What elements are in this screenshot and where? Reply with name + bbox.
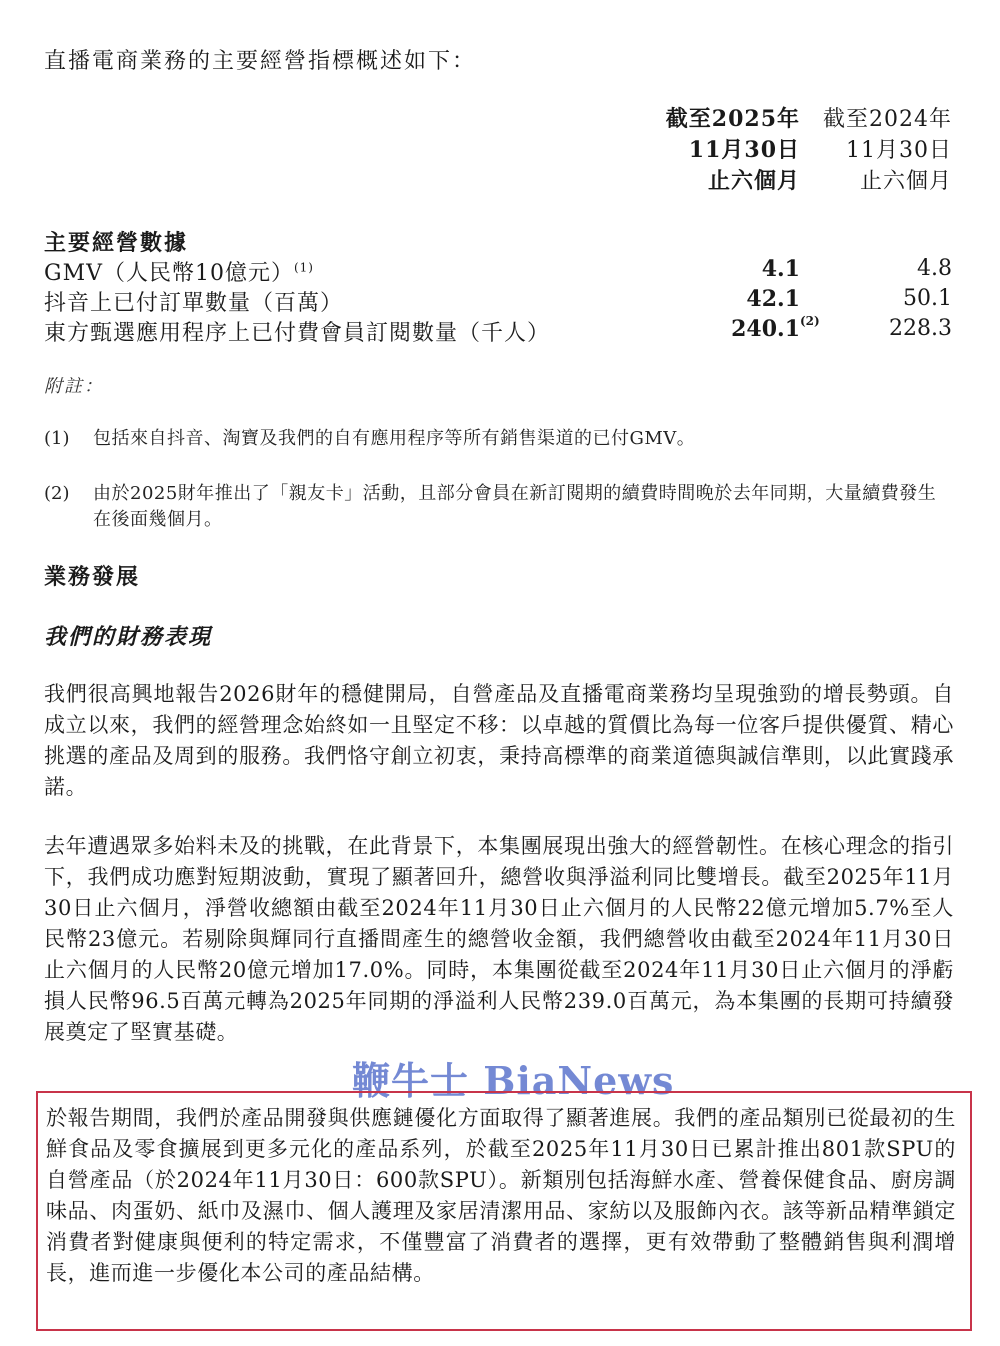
footnote-text: 由於2025財年推出了「親友卡」活動，且部分會員在新訂閱期的續費時間晚於去年同期，大量續費發生在後面幾個月。	[93, 483, 937, 530]
column-header-line: 止六個月	[707, 168, 800, 194]
intro-text: 直播電商業務的主要經營指標概述如下：	[44, 49, 477, 74]
row-label: 東方甄選應用程序上已付費會員訂閱數量（千人）	[44, 321, 551, 346]
key-metrics-title: 主要經營數據	[44, 230, 189, 256]
row-label: GMV（人民幣10億元）$^{(1)}$	[44, 260, 314, 286]
notes-heading: 附註：	[44, 376, 104, 397]
column-header-line: 截至2024年	[823, 107, 952, 132]
watermark-logo: 鞭牛士 BiaNews	[352, 1058, 675, 1103]
metrics-row-members	[44, 316, 954, 347]
column-header-line: 11月30日	[846, 138, 952, 163]
column-header-line: 11月30日	[688, 137, 800, 163]
value-2025: 42.1	[746, 286, 800, 312]
financial-performance-heading: 我們的財務表現	[44, 624, 213, 650]
highlighted-paragraph: 於報告期間，我們於產品開發與供應鏈優化方面取得了顯著進展。我們的產品類別已從最初的生鮮食品及零食擴展到更多元化的產品系列，於截至2025年11月30日已累計推出801款SPU的自營產品（於2024年11月30日：600款SPU）。新類別包括海鮮水產、營養保健食品、廚房調味品、肉蛋奶、紙巾及濕巾、個人護理及家居清潔用品、家紡以及服飾內衣。該等新品精準鎖定消費者對健康與便利的特定需求，不僅豐富了消費者的選擇，更有效帶動了整體銷售與利潤增長，進而進一步優化本公司的產品結構。	[46, 1106, 956, 1285]
highlight-box	[36, 1091, 972, 1331]
value-2024: 4.8	[917, 256, 952, 281]
footnote-ref: (2)	[800, 314, 820, 328]
value-2024: 50.1	[903, 286, 952, 311]
metrics-row-orders	[44, 286, 954, 317]
column-header-line: 截至2025年	[665, 106, 800, 132]
footnote-ref: (1)	[293, 260, 314, 275]
column-header-2024	[762, 104, 952, 197]
value-2025: 4.1	[761, 256, 800, 282]
footnote-number: (1)	[44, 428, 70, 449]
column-header-line: 止六個月	[859, 169, 952, 194]
paragraph-outlook: 我們很高興地報告2026財年的穩健開局，自營產品及直播電商業務均呈現強勁的增長勢頭。自成立以來，我們的經營理念始終如一且堅定不移：以卓越的質價比為每一位客戶提供優質、精心挑選的產品及周到的服務。我們恪守創立初衷，秉持高標準的商業道德與誠信準則，以此實踐承諾。	[44, 682, 954, 799]
row-label: 抖音上已付訂單數量（百萬）	[44, 291, 344, 316]
paragraph-results: 去年遭遇眾多始料未及的挑戰，在此背景下，本集團展現出強大的經營韌性。在核心理念的指引下，我們成功應對短期波動，實現了顯著回升，總營收與淨溢利同比雙增長。截至2025年11月30日止六個月，淨營收總額由截至2024年11月30日止六個月的人民幣22億元增加5.7%至人民幣23億元。若剔除與輝同行直播間產生的總營收金額，我們總營收由截至2024年11月30日止六個月的人民幣20億元增加17.0%。同時，本集團從截至2024年11月30日止六個月的淨虧損人民幣96.5百萬元轉為2025年同期的淨溢利人民幣239.0百萬元，為本集團的長期可持續發展奠定了堅實基礎。	[44, 834, 954, 1044]
footnote-number: (2)	[44, 483, 70, 504]
value-2024: 228.3	[889, 316, 952, 341]
business-development-heading: 業務發展	[44, 564, 141, 590]
footnote-text: 包括來自抖音、淘寶及我們的自有應用程序等所有銷售渠道的已付GMV。	[93, 428, 696, 449]
metrics-row-gmv	[44, 256, 954, 287]
value-2025-with-ref: 240.1 (2)	[731, 314, 820, 342]
